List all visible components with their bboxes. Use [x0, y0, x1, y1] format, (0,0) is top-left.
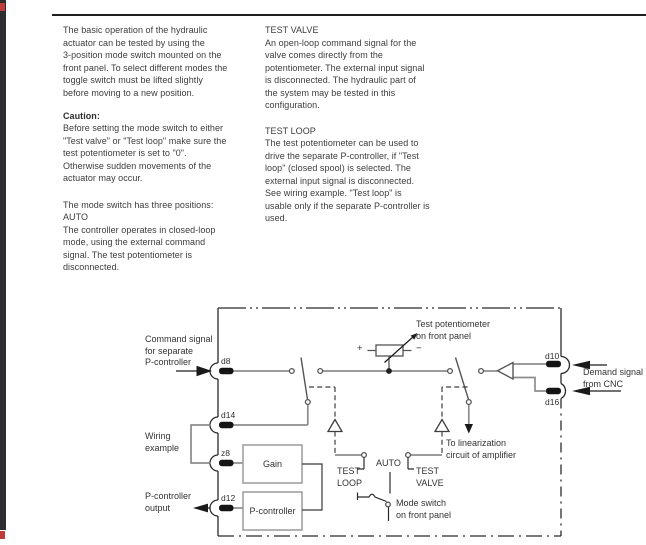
position-triangles	[328, 420, 449, 432]
section-heading: TEST VALVE	[265, 25, 319, 35]
paragraph-line: front panel. To select different modes the	[63, 62, 228, 73]
paragraph-line: The mode switch has three positions:	[63, 199, 214, 210]
paragraph-line: usable only if the separate P-controller is	[265, 200, 430, 211]
test-loop-position-triangle	[328, 420, 342, 432]
test-loop-label: TEST LOOP	[337, 466, 363, 488]
linkage-dashed	[309, 387, 468, 455]
auto-label: AUTO	[376, 458, 401, 468]
linearization-label: To linearization circuit of amplifier	[446, 438, 517, 460]
paragraph-line: loop" (closed spool) is selected. The	[265, 163, 411, 173]
terminal-label-d8: d8	[221, 356, 231, 366]
paragraph-line: used.	[265, 213, 288, 223]
paragraph-line: mode, using the external command	[63, 237, 206, 247]
wiring-example-loop	[191, 425, 211, 463]
paragraph-line: The basic operation of the hydraulic	[63, 25, 208, 35]
paragraph-line: is disconnected. The hydraulic part of	[265, 75, 416, 85]
paragraph-line: The test potentiometer can be used to	[265, 138, 419, 148]
paragraph-line: "Test valve" or "Test loop" make sure the	[63, 135, 227, 146]
paragraph-line: An open-loop command signal for the	[265, 37, 417, 48]
gain-to-pcontroller-link	[302, 464, 322, 510]
demand-signal-label: Demand signal from CNC	[583, 367, 644, 389]
terminal-label-d16: d16	[545, 397, 560, 407]
test-potentiometer-label: Test potentiometer on front panel	[416, 319, 491, 341]
terminal-d10	[561, 357, 570, 374]
section-heading: TEST LOOP	[265, 125, 316, 136]
paragraph-line: AUTO	[63, 212, 89, 222]
mode-switch-pivot	[386, 502, 391, 507]
paragraph-line: configuration.	[265, 100, 320, 110]
caution-heading: Caution:	[63, 110, 100, 121]
paragraph-line: See wiring example. "Test loop" is	[265, 188, 402, 198]
external-arrows	[176, 365, 621, 508]
paragraph-line: the system may be tested in this	[265, 87, 396, 98]
paragraph-line: The controller operates in closed-loop	[63, 224, 216, 235]
terminal-z8	[210, 455, 218, 471]
test-valve-position-triangle	[435, 420, 449, 432]
paragraph-line: before moving to a new position.	[63, 87, 195, 98]
paragraph-line: toggle switch must be lifted slightly	[63, 75, 203, 85]
terminal-label-d10: d10	[545, 351, 560, 361]
paragraph-line: disconnected.	[63, 262, 120, 272]
arrowheads	[193, 361, 590, 513]
switch-blades	[301, 358, 469, 400]
terminal-d12	[210, 500, 218, 516]
gain-box-label: Gain	[262, 459, 282, 469]
terminal-d16	[561, 384, 566, 399]
paragraph-line: external input signal is disconnected.	[265, 175, 414, 186]
paragraph-line: valve comes directly from the	[265, 50, 383, 60]
amplifier-triangle	[498, 363, 514, 380]
test-potentiometer-symbol	[368, 333, 418, 374]
wiring-example-label: Wiring example	[145, 431, 180, 453]
terminal-label-z8: z8	[221, 448, 230, 458]
paragraph-line: 3-position mode switch mounted on the	[63, 50, 222, 60]
junction-dot	[386, 368, 392, 374]
command-signal-label: Command signal for separate P-controller	[145, 334, 213, 367]
terminal-d14	[210, 417, 218, 433]
paragraph-line: Otherwise sudden movements of the	[63, 160, 212, 171]
terminal-label-d12: d12	[221, 493, 236, 503]
plus-sign: +	[357, 343, 363, 354]
p-controller-output-label: P-controller output	[145, 491, 192, 513]
paragraph-line: potentiometer. The external input signal	[265, 62, 425, 73]
minus-sign: −	[416, 343, 422, 354]
paragraph-line: signal. The test potentiometer is	[63, 249, 193, 260]
linearization-arrowhead-icon	[465, 424, 473, 434]
terminal-label-d14: d14	[221, 410, 236, 420]
p-controller-box-label: P-controller	[249, 506, 296, 516]
paragraph-line: actuator can be tested by using the	[63, 37, 205, 48]
p-output-arrowhead-icon	[193, 504, 208, 513]
test-valve-switch-blade	[456, 358, 469, 400]
paragraph-line: test potentiometer is set to "0".	[63, 148, 187, 158]
paragraph-line: actuator may occur.	[63, 173, 143, 183]
paragraph-line: Before setting the mode switch to either	[63, 123, 224, 133]
test-loop-switch-blade	[301, 358, 308, 400]
paragraph-line: drive the separate P-controller, if "Test	[265, 150, 419, 161]
mode-switch-label: Mode switch on front panel	[396, 498, 452, 520]
test-valve-label: TEST VALVE	[416, 466, 444, 488]
